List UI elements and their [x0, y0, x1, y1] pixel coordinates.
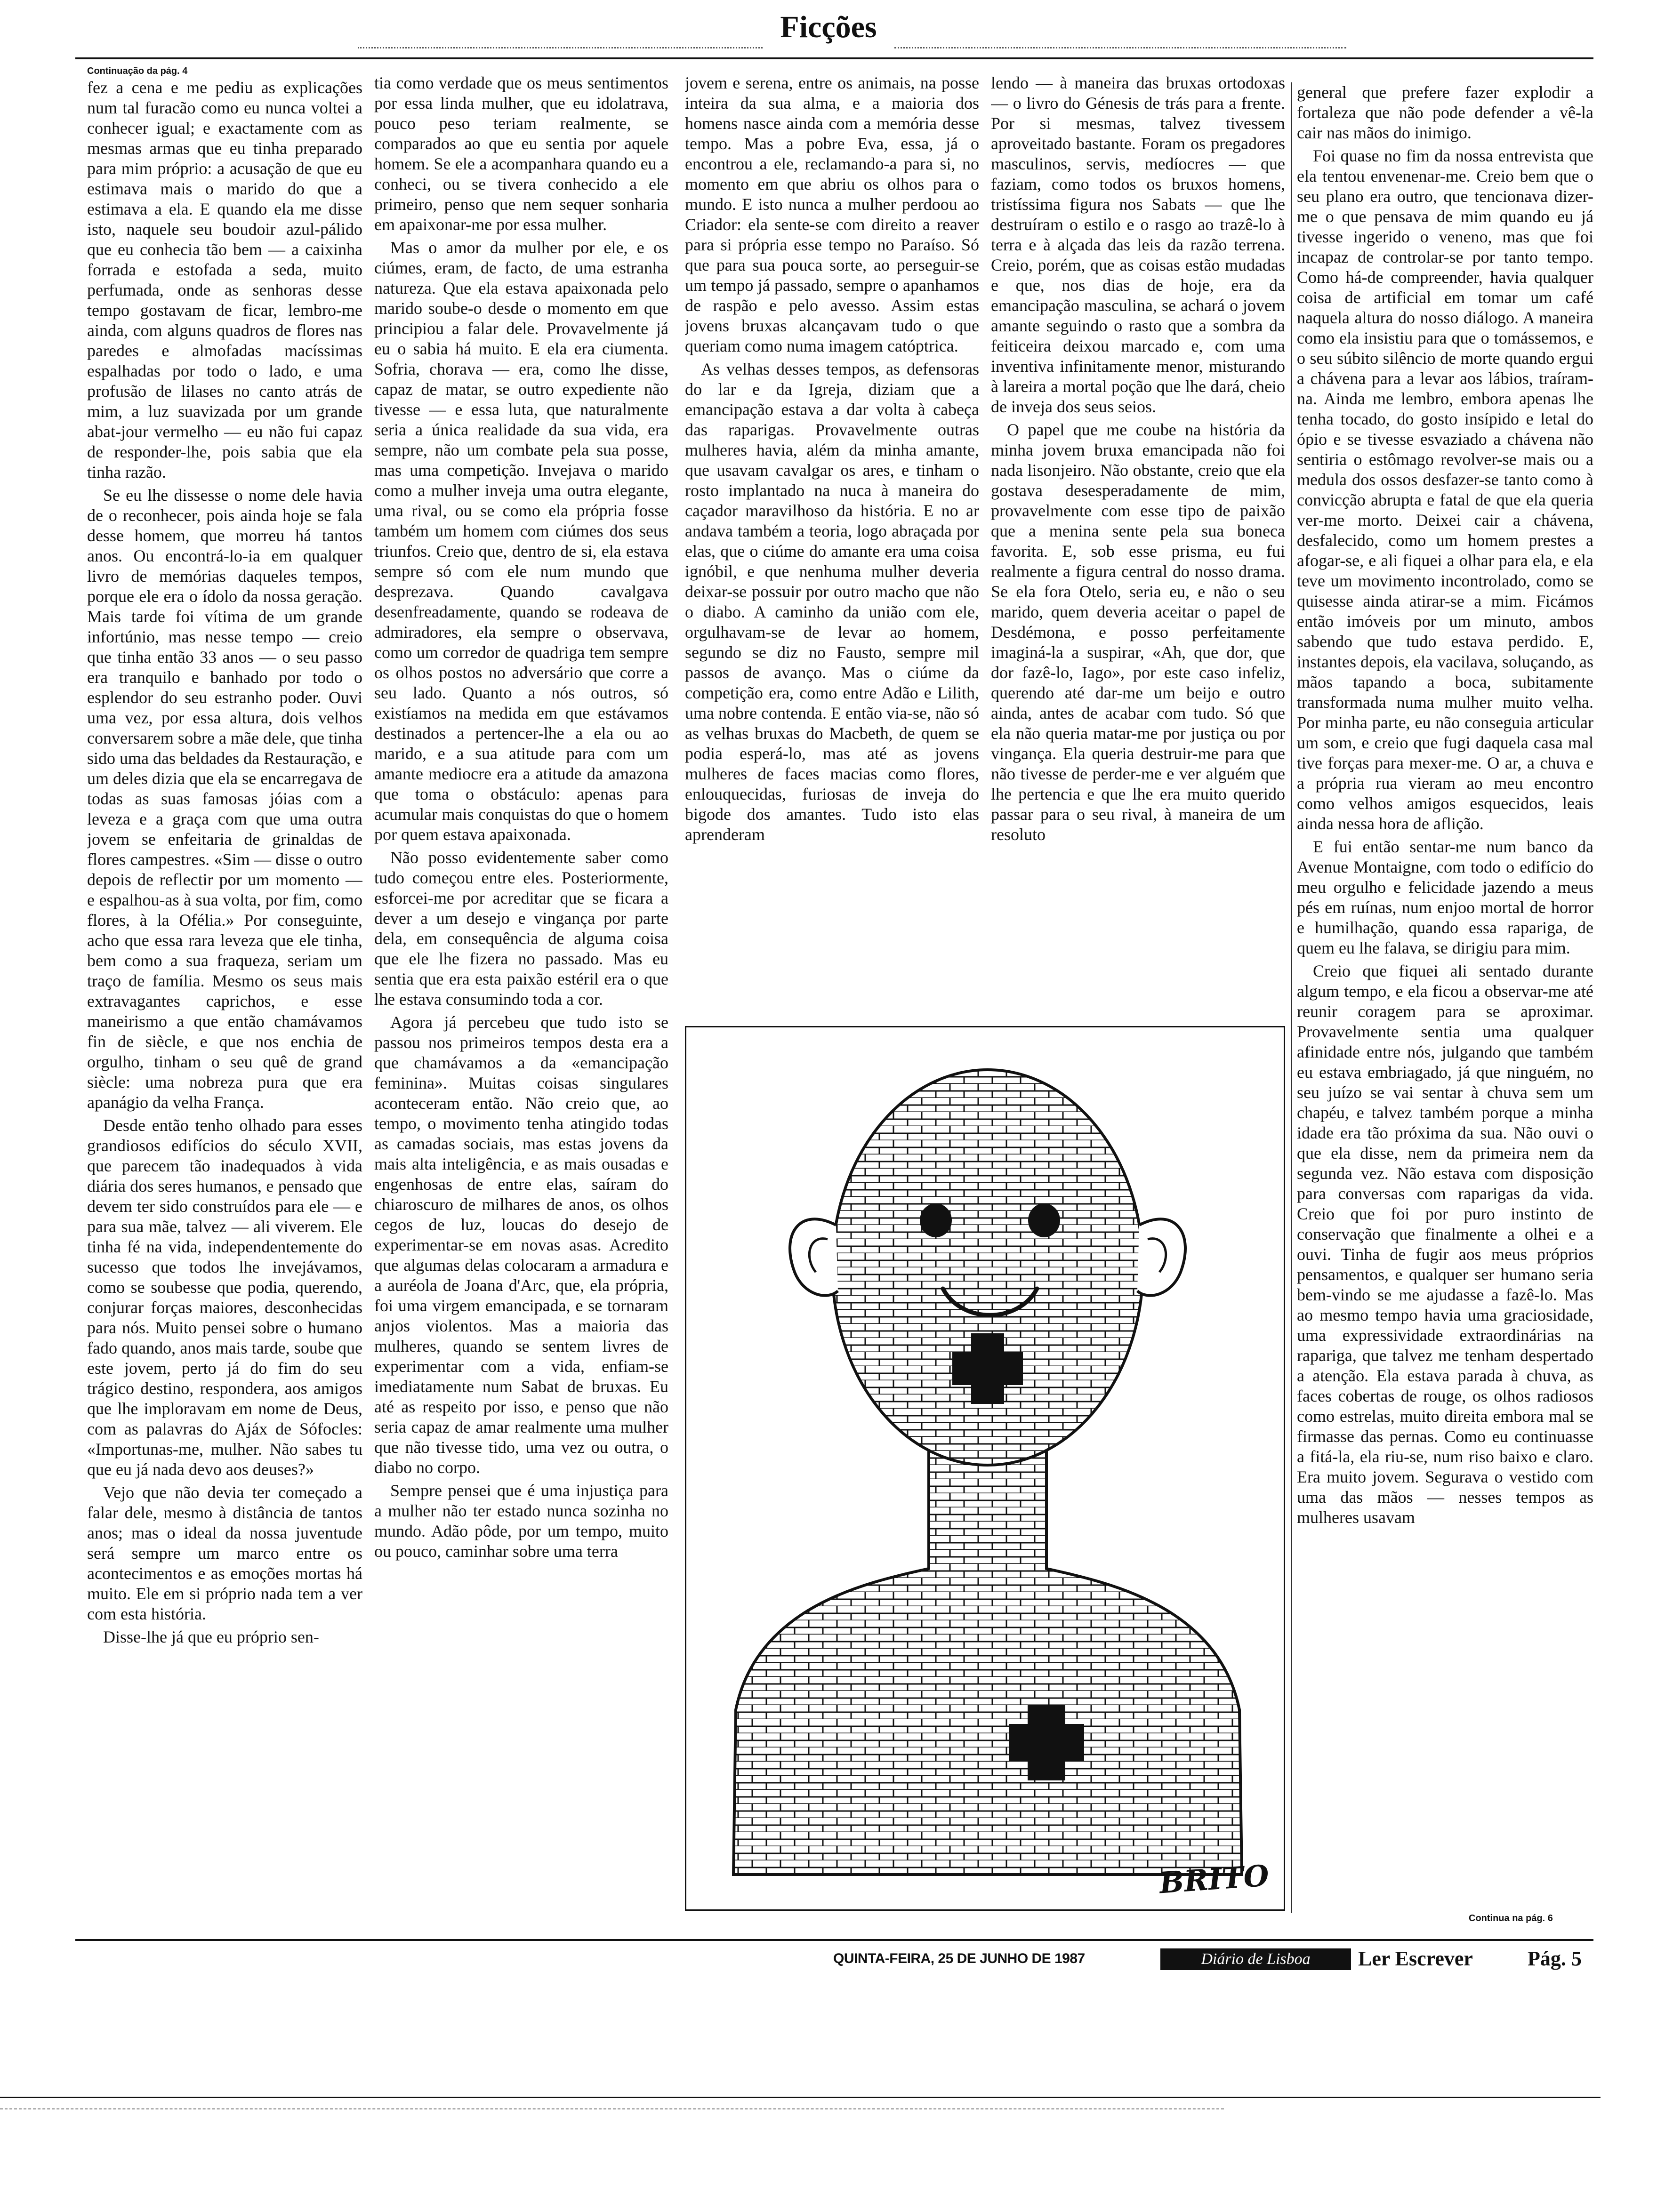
newspaper-masthead: Diário de Lisboa	[1160, 1948, 1351, 1970]
paragraph: Disse-lhe já que eu próprio sen-	[103, 1627, 319, 1646]
continued-to-label: Continua na pág. 6	[1469, 1913, 1553, 1923]
paragraph: Agora já percebeu que tudo isto se passou nos primeiros tempos desta era a que chamávamos a da «emancipação feminina». Muitas coisas singulares aconteceram então. Não creio que, ao tempo, o movimento tenha atingido todas as camadas sociais, mas estas jovens da mais alta inteligência, e as mais ousadas e engenhosas de entre elas, saíram do chiaroscuro de milhares de anos, os olhos cegos de luz, loucas do desejo de experimentar-se em novas asas. Acredito que algumas delas colocaram a armadura e a auréola de Joana d'Arc, que, ela própria, foi uma virgem emancipada, e se tornaram anjos violentos. Mas a maioria das mulheres, quando se sentem livres de experimentar com a vida, enfiam-se imediatamente num Sabat de bruxas. Eu até as respeito por isso, e penso que não seria capaz de amar realmente uma mulher que não tivesse tido, uma vez ou outra, o diabo no corpo.	[374, 1013, 668, 1477]
paragraph: Se eu lhe dissesse o nome dele havia de o reconhecer, pois ainda hoje se fala desse homem, que morreu há tantos anos. Ou encontrá-lo-ia em qualquer livro de memórias daqueles tempos, porque ele era o ídolo da nossa geração. Mais tarde foi vítima de um grande infortúnio, mas nesse tempo — creio que tinha então 33 anos — o seu passo era tranquilo e banhado por todo o esplendor do seu estranho poder. Ouvi uma vez, por essa altura, dois velhos conversarem sobre a mãe dele, que tinha sido uma das beldades da Restauração, e um deles dizia que ela se encarregava de todas as suas famosas jóias com a leveza e a graça com que uma outra jovem se enfeitaria de grinaldas de flores campestres. «Sim — disse o outro depois de reflectir por um momento — e espalhou-as à sua volta, por fim, como flores, à la Ofélia.» Por conseguinte, acho que essa rara leveza que ele tinha, bem como a sua fraqueza, seriam um traço de família. Mesmo os seus mais extravagantes caprichos, e esse maneirismo a que então chamávamos fin de siècle, e que nos enchia de orgulho, tinham o seu quê de grand siècle: uma nobreza pura que era apanágio da velha França.	[87, 486, 362, 1112]
title-rule-right	[894, 47, 1346, 48]
title-rule-left	[358, 47, 763, 48]
ear-right	[1137, 1219, 1185, 1295]
footer-rule	[75, 1939, 1593, 1941]
paragraph: Desde então tenho olhado para esses grandiosos edifícios do século XVII, que parecem tão inadequados à vida diária dos seres humanos, e pensado que devem ter sido construídos para ele — e para sua mãe, talvez — ali viverem. Ele tinha fé na vida, independentemente do sucesso que todos lhe invejávamos, como se soubesse que podia, querendo, conjurar forças maiores, desconhecidas para nós. Muito pensei sobre o humano fado quando, anos mais tarde, soube que este jovem, perto já do fim do seu trágico destino, respondera, aos amigos que lhe imploravam em nome de Deus, com as palavras do Ajáx de Sófocles: «Importunas-me, mulher. Não sabes tu que eu já nada devo aos deuses?»	[87, 1116, 362, 1479]
eye-left	[920, 1203, 952, 1237]
paragraph: tia como verdade que os meus sentimentos por essa linda mulher, que eu idolatrava, pouco peso teriam realmente, se comparados ao que eu sentia por aquele homem. Se ele a acompanhara quando eu a conheci, ou se tivera conhecido a ele primeiro, penso que nem sequer sonharia em apaixonar-me por essa mulher.	[374, 73, 668, 234]
publication-date: QUINTA-FEIRA, 25 DE JUNHO DE 1987	[833, 1951, 1085, 1966]
paragraph: As velhas desses tempos, as defensoras do lar e da Igreja, diziam que a emancipação estava a dar volta à cabeça das raparigas. Provavelmente outras mulheres havia, além da minha amante, que usavam cavalgar os ares, e tinham o rosto implantado na nuca à maneira do caçador maravilhoso da história. E no ar andava também a teoria, logo abraçada por elas, que o ciúme do amante era uma coisa ignóbil, e que nenhuma mulher deveria deixar-se possuir por outro macho que não o diabo. A caminho da união com ele, orgulhavam-se de levar ao homem, segundo se diz no Fausto, sempre mil passos de avanço. Mas o ciúme da competição era, como entre Adão e Lilith, uma nobre contenda. E então via-se, não só as velhas bruxas do Macbeth, de quem se podia esperá-lo, mas até as jovens mulheres de faces macias como flores, enlouquecidas, furiosas de inveja do bigode dos amantes. Tudo isto elas aprenderam	[685, 360, 979, 844]
continued-from-label: Continuação da pág. 4	[87, 66, 188, 76]
section-title: Ficções	[780, 10, 877, 44]
eye-right	[1028, 1203, 1060, 1237]
scan-edge-line	[0, 2097, 1601, 2098]
paragraph: Foi quase no fim da nossa entrevista que ela tentou envenenar-me. Creio bem que o seu plano era outro, que tencionava dizer-me o que pensava de mim quando eu já tivesse ingerido o veneno, mas que foi incapaz de controlar-se por tanto tempo. Como há-de compreender, havia qualquer coisa de artificial em tomar um café naquela altura do nosso diálogo. A maneira como ela insistiu para que o tomássemos, e o seu súbito silêncio de morte quando ergui a chávena para a levar aos lábios, traíram-na. Ainda me lembro, embora apenas lhe tenha tocado, do gosto insípido e letal do ópio e se tivesse esvaziado a chávena não sentiria o estômago revolver-se mais ou a medula dos ossos desfazer-se tanto como à convicção abrupta e fatal de que ela queria ver-me morto. Deixei cair a chávena, desfalecido, como um homem prestes a afogar-se, e ali fiquei a olhar para ela, e ela teve um movimento incontrolado, como se quisesse ainda atirar-se a mim. Ficámos então imóveis por um minuto, ambos sabendo que tudo estava perdido. E, instantes depois, ela vacilava, soluçando, as mãos tapando a boca, subitamente transformada numa mulher muito velha. Por minha parte, eu não conseguia articular um som, e creio que fugi daquela casa mal tive forças para mexer-me. O ar, a chuva e a própria rua vieram ao meu encontro como velhos amigos esquecidos, leais ainda nessa hora de aflição.	[1297, 146, 1593, 833]
artist-signature: BRITO	[1158, 1858, 1271, 1900]
scan-edge-line	[0, 2108, 1224, 2109]
paragraph: Não posso evidentemente saber como tudo começou entre eles. Posteriormente, esforcei-me por acreditar que se ficara a dever a um desejo e vingança por parte dela, em consequência de alguma coisa que ele lhe fizera no passado. Mas eu sentia que era esta paixão estéril era o que lhe estava consumindo toda a cor.	[374, 848, 668, 1009]
figure-silhouette	[724, 1056, 1251, 1884]
paragraph: E fui então sentar-me num banco da Avenue Montaigne, com todo o edifício do meu orgulho e felicidade jazendo a meus pés em ruínas, num enjoo mortal de horror e humilhação, quando essa rapariga, de quem eu lhe falava, se dirigiu para mim.	[1297, 837, 1593, 957]
paragraph: Mas o amor da mulher por ele, e os ciúmes, eram, de facto, de uma estranha natureza. Que ela estava apaixonada pelo marido soube-o desde o momento em que principiou a falar dele. Provavelmente já eu o sabia há muito. E ela era ciumenta. Sofria, chorava — era, como lhe disse, capaz de matar, se outro expediente não tivesse — e essa luta, que naturalmente seria a única realidade da sua vida, era sempre, não um combate pela sua posse, mas uma competição. Invejava o marido como a mulher inveja uma outra elegante, uma rival, ou se como ela própria fosse também um homem com ciúmes dos seus triunfos. Creio que, dentro de si, ela estava sempre só com ele num mundo que desprezava. Quando cavalgava desenfreadamente, quando se rodeava de admiradores, ela sempre o observava, como um corredor de quadriga tem sempre os olhos postos no adversário que corre a seu lado. Quanto a nós outros, só existíamos na medida em que estávamos destinados a pertencer-lhe a ela ou ao marido, e a sua atitude para com um amante mediocre era a atitude da amazona que toma o obstáculo: apenas para acumular mais conquistas do que o homem por quem estava apaixonada.	[374, 238, 668, 844]
brick-figure-illustration	[685, 1026, 1285, 1911]
section-name: Ler Escrever	[1358, 1947, 1473, 1970]
paragraph: Vejo que não devia ter começado a falar dele, mesmo à distância de tantos anos; mas o ideal da nossa juventude será sempre um marco entre os acontecimentos e as emoções mortas há muito. Ele em si próprio nada tem a ver com esta história.	[87, 1483, 362, 1623]
paragraph: general que prefere fazer explodir a fortaleza que não pode defender a vê-la cair nas mãos do inimigo.	[1297, 83, 1593, 142]
article-column-5	[1297, 82, 1593, 1871]
paragraph: Creio que fiquei ali sentado durante algum tempo, e ela ficou a observar-me até reunir coragem para se aproximar. Provavelmente sentia uma qualquer afinidade entre nós, julgando que também eu estava embriagado, já que ninguém, no seu juízo se vai sentar à chuva sem um chapéu, e talvez também porque a minha idade era tão próxima da sua. Não ouvi o que ela disse, nem da primeira nem da segunda vez. Não estava com disposição para conversas com raparigas da vida. Creio que foi por puro instinto de conservação que finalmente a olhei e a ouvi. Tinha de fugir aos meus próprios pensamentos, e qualquer ser humano seria bem-vindo se me ajudasse a fazê-lo. Mas ao mesmo tempo havia uma graciosidade, uma expressividade extraordinárias na rapariga, que talvez me tenham despertado a atenção. Ela estava parada à chuva, as faces cobertas de rouge, os olhos radiosos como estrelas, muito direita embora mal se firmasse das pernas. Como eu continuasse a fitá-la, ela riu-se, num riso baixo e claro. Era muito jovem. Segurava o vestido com uma das mãos — nesses tempos as mulheres usavam	[1297, 962, 1593, 1527]
article-column-1	[87, 78, 362, 1934]
paragraph: jovem e serena, entre os animais, na posse inteira da sua alma, e a maioria dos homens nasce ainda com a memória desse tempo. Mas a pobre Eva, essa, já o encontrou a ele, reclamando-a para si, no momento em que abriu os olhos para o mundo. E isto nunca a mulher perdoou ao Criador: ela sente-se com direito a reaver para si própria esse tempo no Paraíso. Só que para sua pouca sorte, ao perseguir-se um tempo já passado, sempre o apanhamos de raspão e pelo avesso. Assim estas jovens bruxas alcançavam tudo o que queriam como numa imagem catóptrica.	[685, 73, 979, 355]
page-number: Pág. 5	[1528, 1947, 1582, 1970]
ear-left	[790, 1219, 838, 1295]
illustration-drawing	[686, 1027, 1287, 1912]
article-column-3	[685, 73, 979, 1026]
header-rule	[75, 57, 1593, 59]
article-column-2	[374, 73, 668, 1934]
article-column-4	[991, 73, 1285, 1026]
paragraph: O papel que me coube na história da minha jovem bruxa emancipada não foi nada lisonjeiro. Não obstante, creio que ela gostava desesperadamente de mim, provavelmente com esse tipo de paixão que a menina sente pela sua boneca favorita. E, sob esse prisma, eu fui realmente a figura central do nosso drama. Se ela fora Otelo, seria eu, e não o seu marido, quem deveria aceitar o papel de Desdémona, e posso perfeitamente imaginá-la a suspirar, «Ah, que dor, que dor fazê-lo, Iago», por este caso infeliz, querendo até dar-me um beijo e outro ainda, antes de acabar com tudo. Só que ela não queria matar-me por justiça ou por vingança. Ela queria destruir-me para que não tivesse de perder-me e ver alguém que lhe pertencia e que lhe era muito querido passar para o seu rival, à maneira de um resoluto	[991, 420, 1285, 844]
paragraph: lendo — à maneira das bruxas ortodoxas — o livro do Génesis de trás para a frente. Por si mesmas, talvez tivessem aproveitado bastante. Foram os pregadores masculinos, servis, medíocres — que faziam, como todos os bruxos homens, tristíssima figura nos Sabats — que lhe destruíram o estilo e o rasgo ao trazê-lo à terra e à alçada das leis da razão terrena. Creio, porém, que as coisas estão mudadas e que, nos dias de hoje, era da emancipação masculina, se achará o jovem amante seguindo o rasto que a sombra da feiticeira deixou marcado e, com uma inventiva infinitamente menor, misturando à lareira a mortal poção que lhe dará, cheio de inveja dos seus seios.	[991, 73, 1285, 416]
column-divider	[1291, 82, 1292, 1913]
paragraph: fez a cena e me pediu as explicações num tal furacão como eu nunca voltei a conhecer igual; e exactamente com as mesmas armas que eu tinha preparado para mim próprio: a acusação de que eu estimava mais o marido do que a estimava a ela. E quando ela me disse isto, naquele seu boudoir azul-pálido que eu conhecia tão bem — a caixinha forrada e estofada a seda, muito perfumada, onde as senhoras desse tempo gostavam de ficar, lembro-me ainda, com alguns quadros de flores nas paredes e almofadas macíssimas espalhadas por todo o lado, e uma profusão de lilases no canto atrás de mim, a luz suavizada por um grande abat-jour vermelho — eu não fui capaz de responder-lhe, pois sabia que ela tinha razão.	[87, 78, 362, 481]
paragraph: Sempre pensei que é uma injustiça para a mulher não ter estado nunca sozinha no mundo. Adão pôde, por um tempo, muito ou pouco, caminhar sobre uma terra	[374, 1481, 668, 1561]
